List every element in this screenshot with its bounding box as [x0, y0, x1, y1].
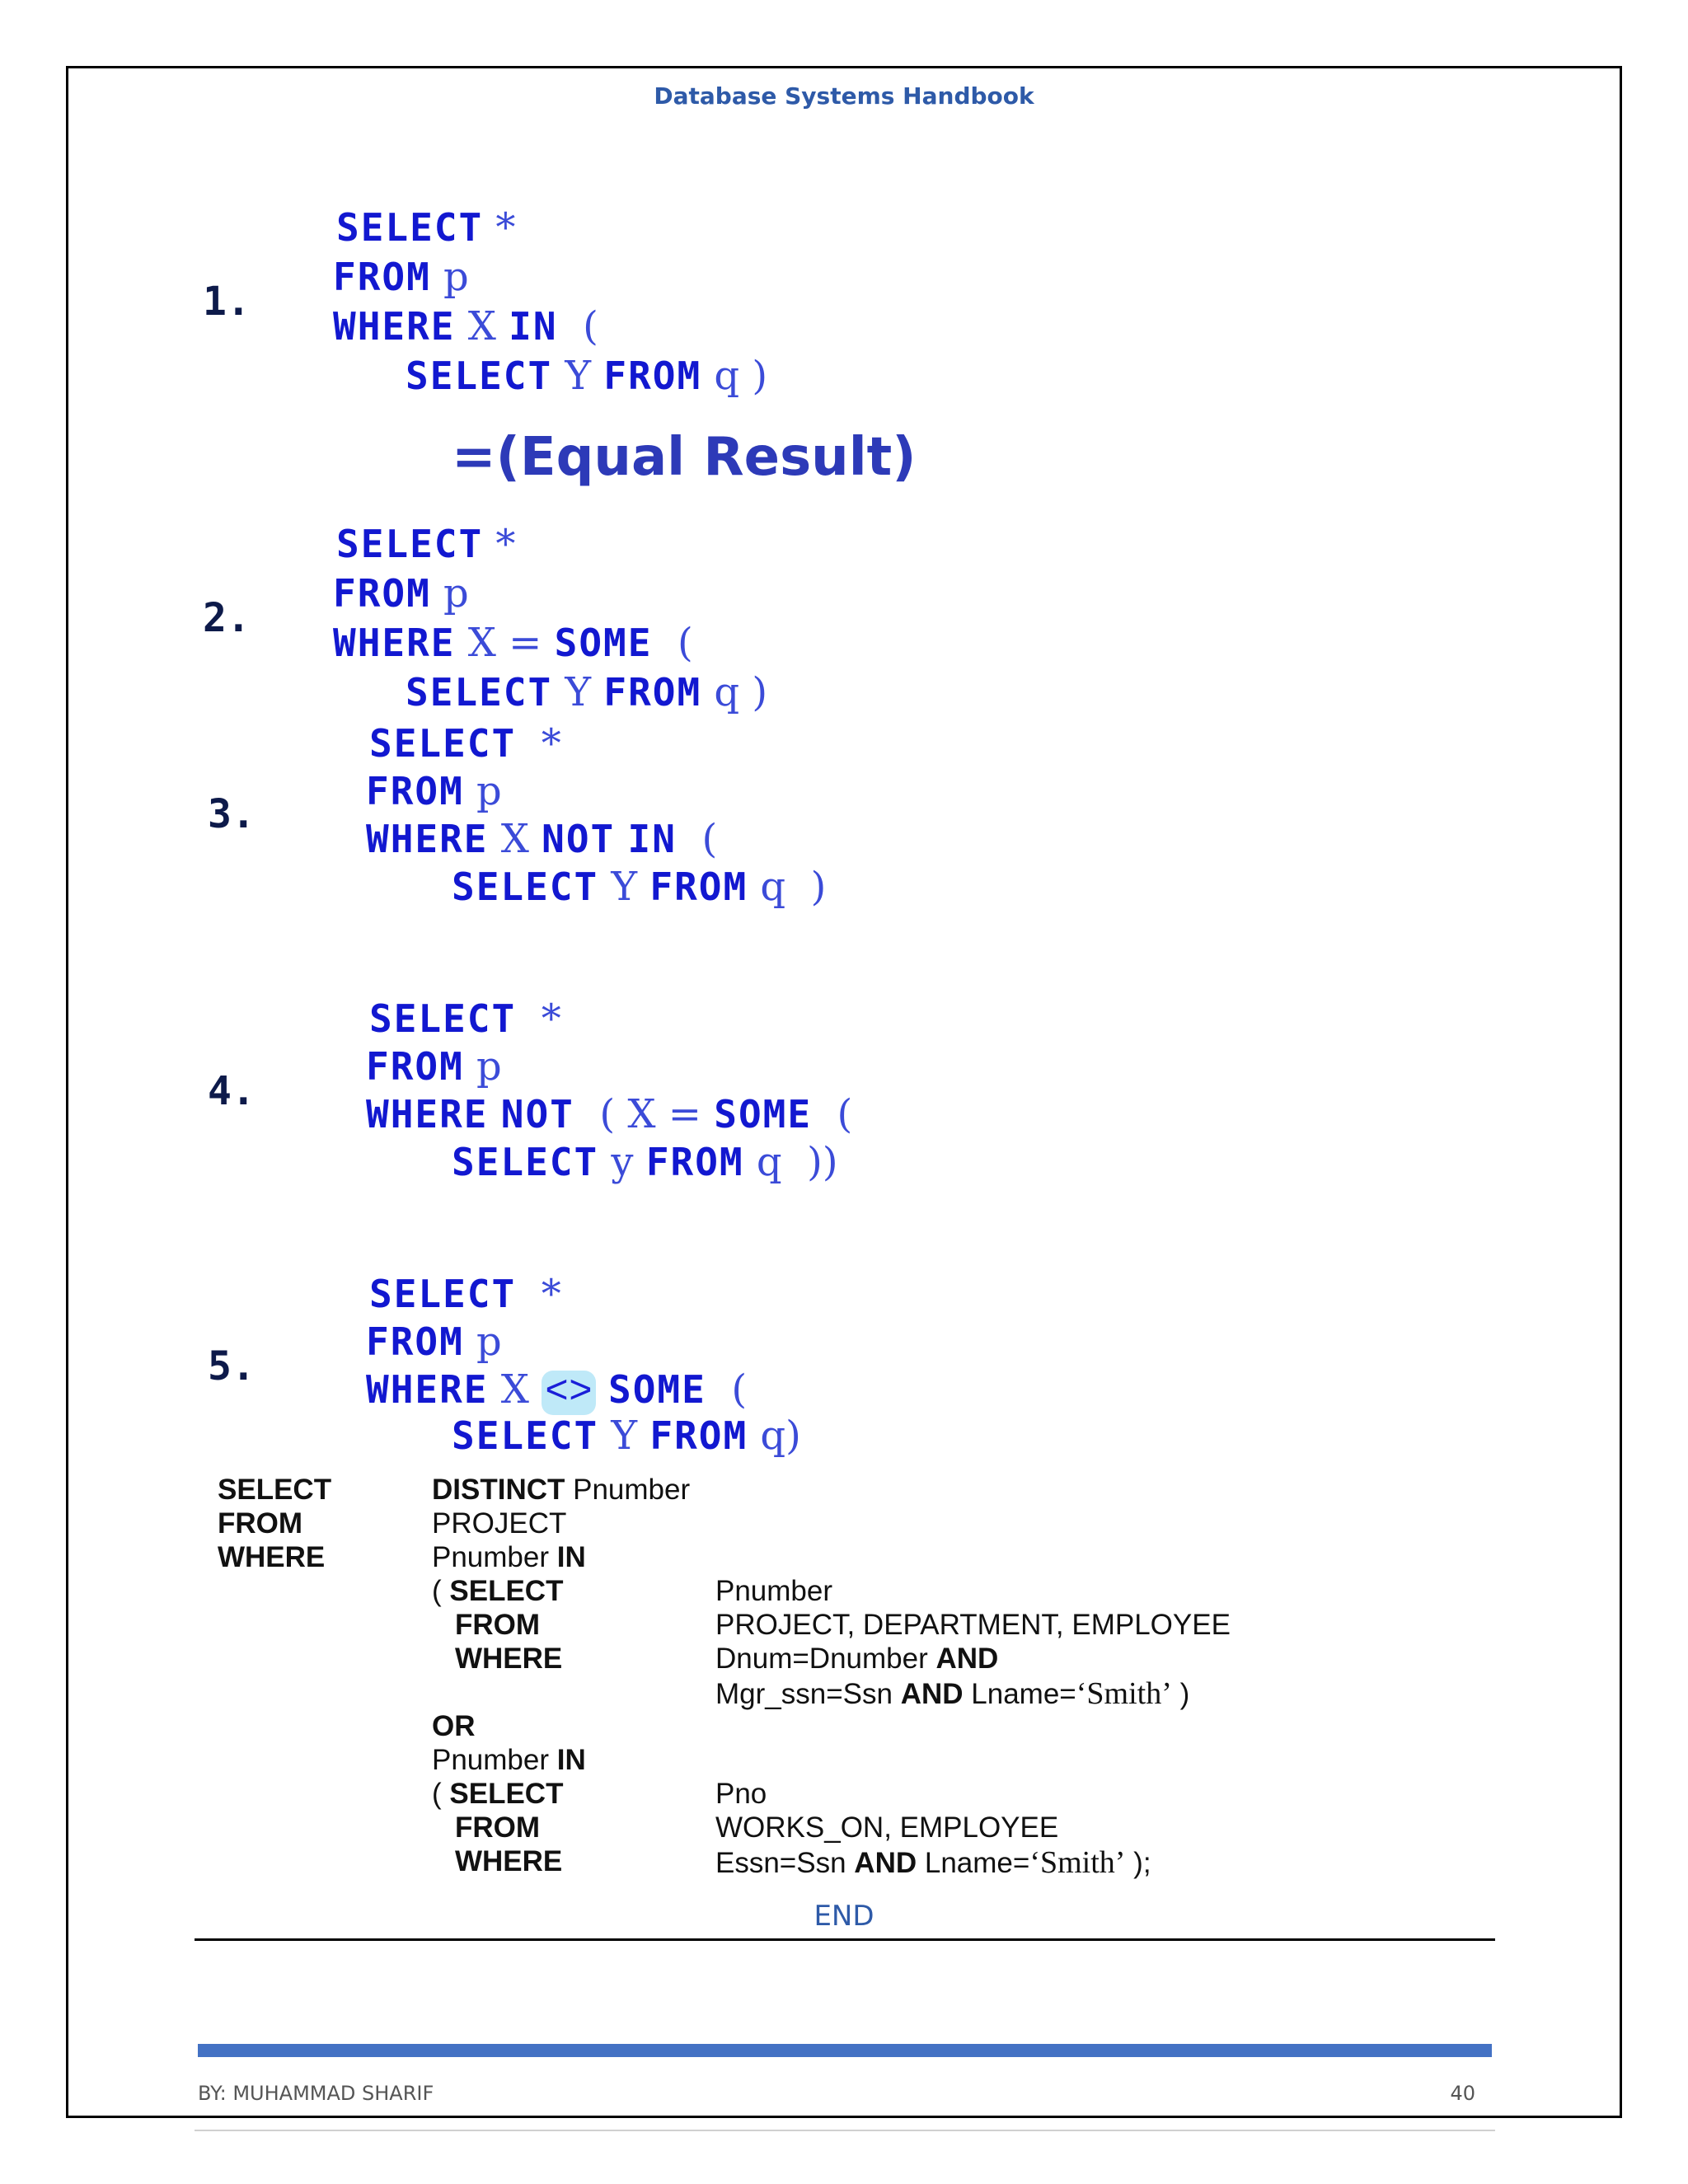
sql-line: Essn=Ssn AND Lname=‘Smith’ ); — [715, 1845, 1151, 1880]
code-line: SELECT Y FROM q ) — [406, 353, 768, 399]
page-number: 40 — [1450, 2082, 1475, 2105]
sql-line: OR — [432, 1710, 476, 1742]
block-number-1: 1. — [203, 279, 251, 325]
code-line: FROM p — [366, 1319, 502, 1365]
sql-line: Dnum=Dnumber AND — [715, 1643, 999, 1675]
code-line: WHERE NOT ( X = SOME ( — [366, 1091, 853, 1137]
sql-line: FROM — [455, 1811, 541, 1844]
sql-line: ( SELECT — [432, 1575, 564, 1607]
block-number-4: 4. — [208, 1068, 256, 1114]
sql-line: FROM — [455, 1609, 541, 1641]
page-header-title: Database Systems Handbook — [654, 82, 1034, 110]
sql-line: Mgr_ssn=Ssn AND Lname=‘Smith’ ) — [715, 1676, 1190, 1711]
block-number-5: 5. — [208, 1343, 256, 1390]
footer-author: BY: MUHAMMAD SHARIF — [198, 2082, 434, 2105]
equal-result-caption: =(Equal Result) — [452, 427, 917, 488]
footer-accent-bar — [198, 2044, 1492, 2057]
sql-line: Pno — [715, 1778, 767, 1810]
code-line: WHERE X IN ( — [333, 303, 598, 349]
code-line: WHERE X <> SOME ( — [366, 1366, 748, 1415]
code-line: SELECT Y FROM q ) — [452, 864, 827, 910]
sql-line: SELECT — [218, 1474, 332, 1506]
divider-line — [195, 1938, 1495, 1941]
code-line: SELECT * — [336, 521, 516, 567]
sql-line: FROM — [218, 1507, 303, 1540]
code-line: SELECT Y FROM q ) — [406, 669, 768, 715]
sql-line: Pnumber — [715, 1575, 833, 1607]
code-line: SELECT * — [369, 720, 561, 766]
end-marker: END — [814, 1900, 874, 1933]
code-line: FROM p — [366, 768, 502, 814]
code-line: FROM p — [333, 570, 469, 616]
highlighted-operator: <> — [542, 1371, 596, 1415]
code-line: SELECT * — [369, 1271, 561, 1317]
sql-line: Pnumber IN — [432, 1541, 586, 1573]
sql-line: WHERE — [455, 1845, 563, 1877]
code-line: SELECT Y FROM q) — [452, 1413, 801, 1459]
sql-line: DISTINCT Pnumber — [432, 1474, 691, 1506]
bottom-divider — [195, 2130, 1495, 2131]
code-line: FROM p — [366, 1043, 502, 1090]
sql-line: WHERE — [218, 1541, 326, 1573]
sql-line: PROJECT — [432, 1507, 567, 1540]
code-line: WHERE X = SOME ( — [333, 620, 693, 666]
code-line: FROM p — [333, 254, 469, 300]
sql-line: WHERE — [455, 1643, 563, 1675]
sql-line: Pnumber IN — [432, 1744, 586, 1776]
sql-line: PROJECT, DEPARTMENT, EMPLOYEE — [715, 1609, 1231, 1641]
code-line: SELECT * — [369, 996, 561, 1042]
sql-line: ( SELECT — [432, 1778, 564, 1810]
sql-line: WORKS_ON, EMPLOYEE — [715, 1811, 1059, 1844]
block-number-3: 3. — [208, 791, 256, 837]
code-line: WHERE X NOT IN ( — [366, 816, 718, 862]
code-line: SELECT * — [336, 204, 516, 251]
code-line: SELECT y FROM q )) — [452, 1139, 838, 1185]
block-number-2: 2. — [203, 595, 251, 641]
